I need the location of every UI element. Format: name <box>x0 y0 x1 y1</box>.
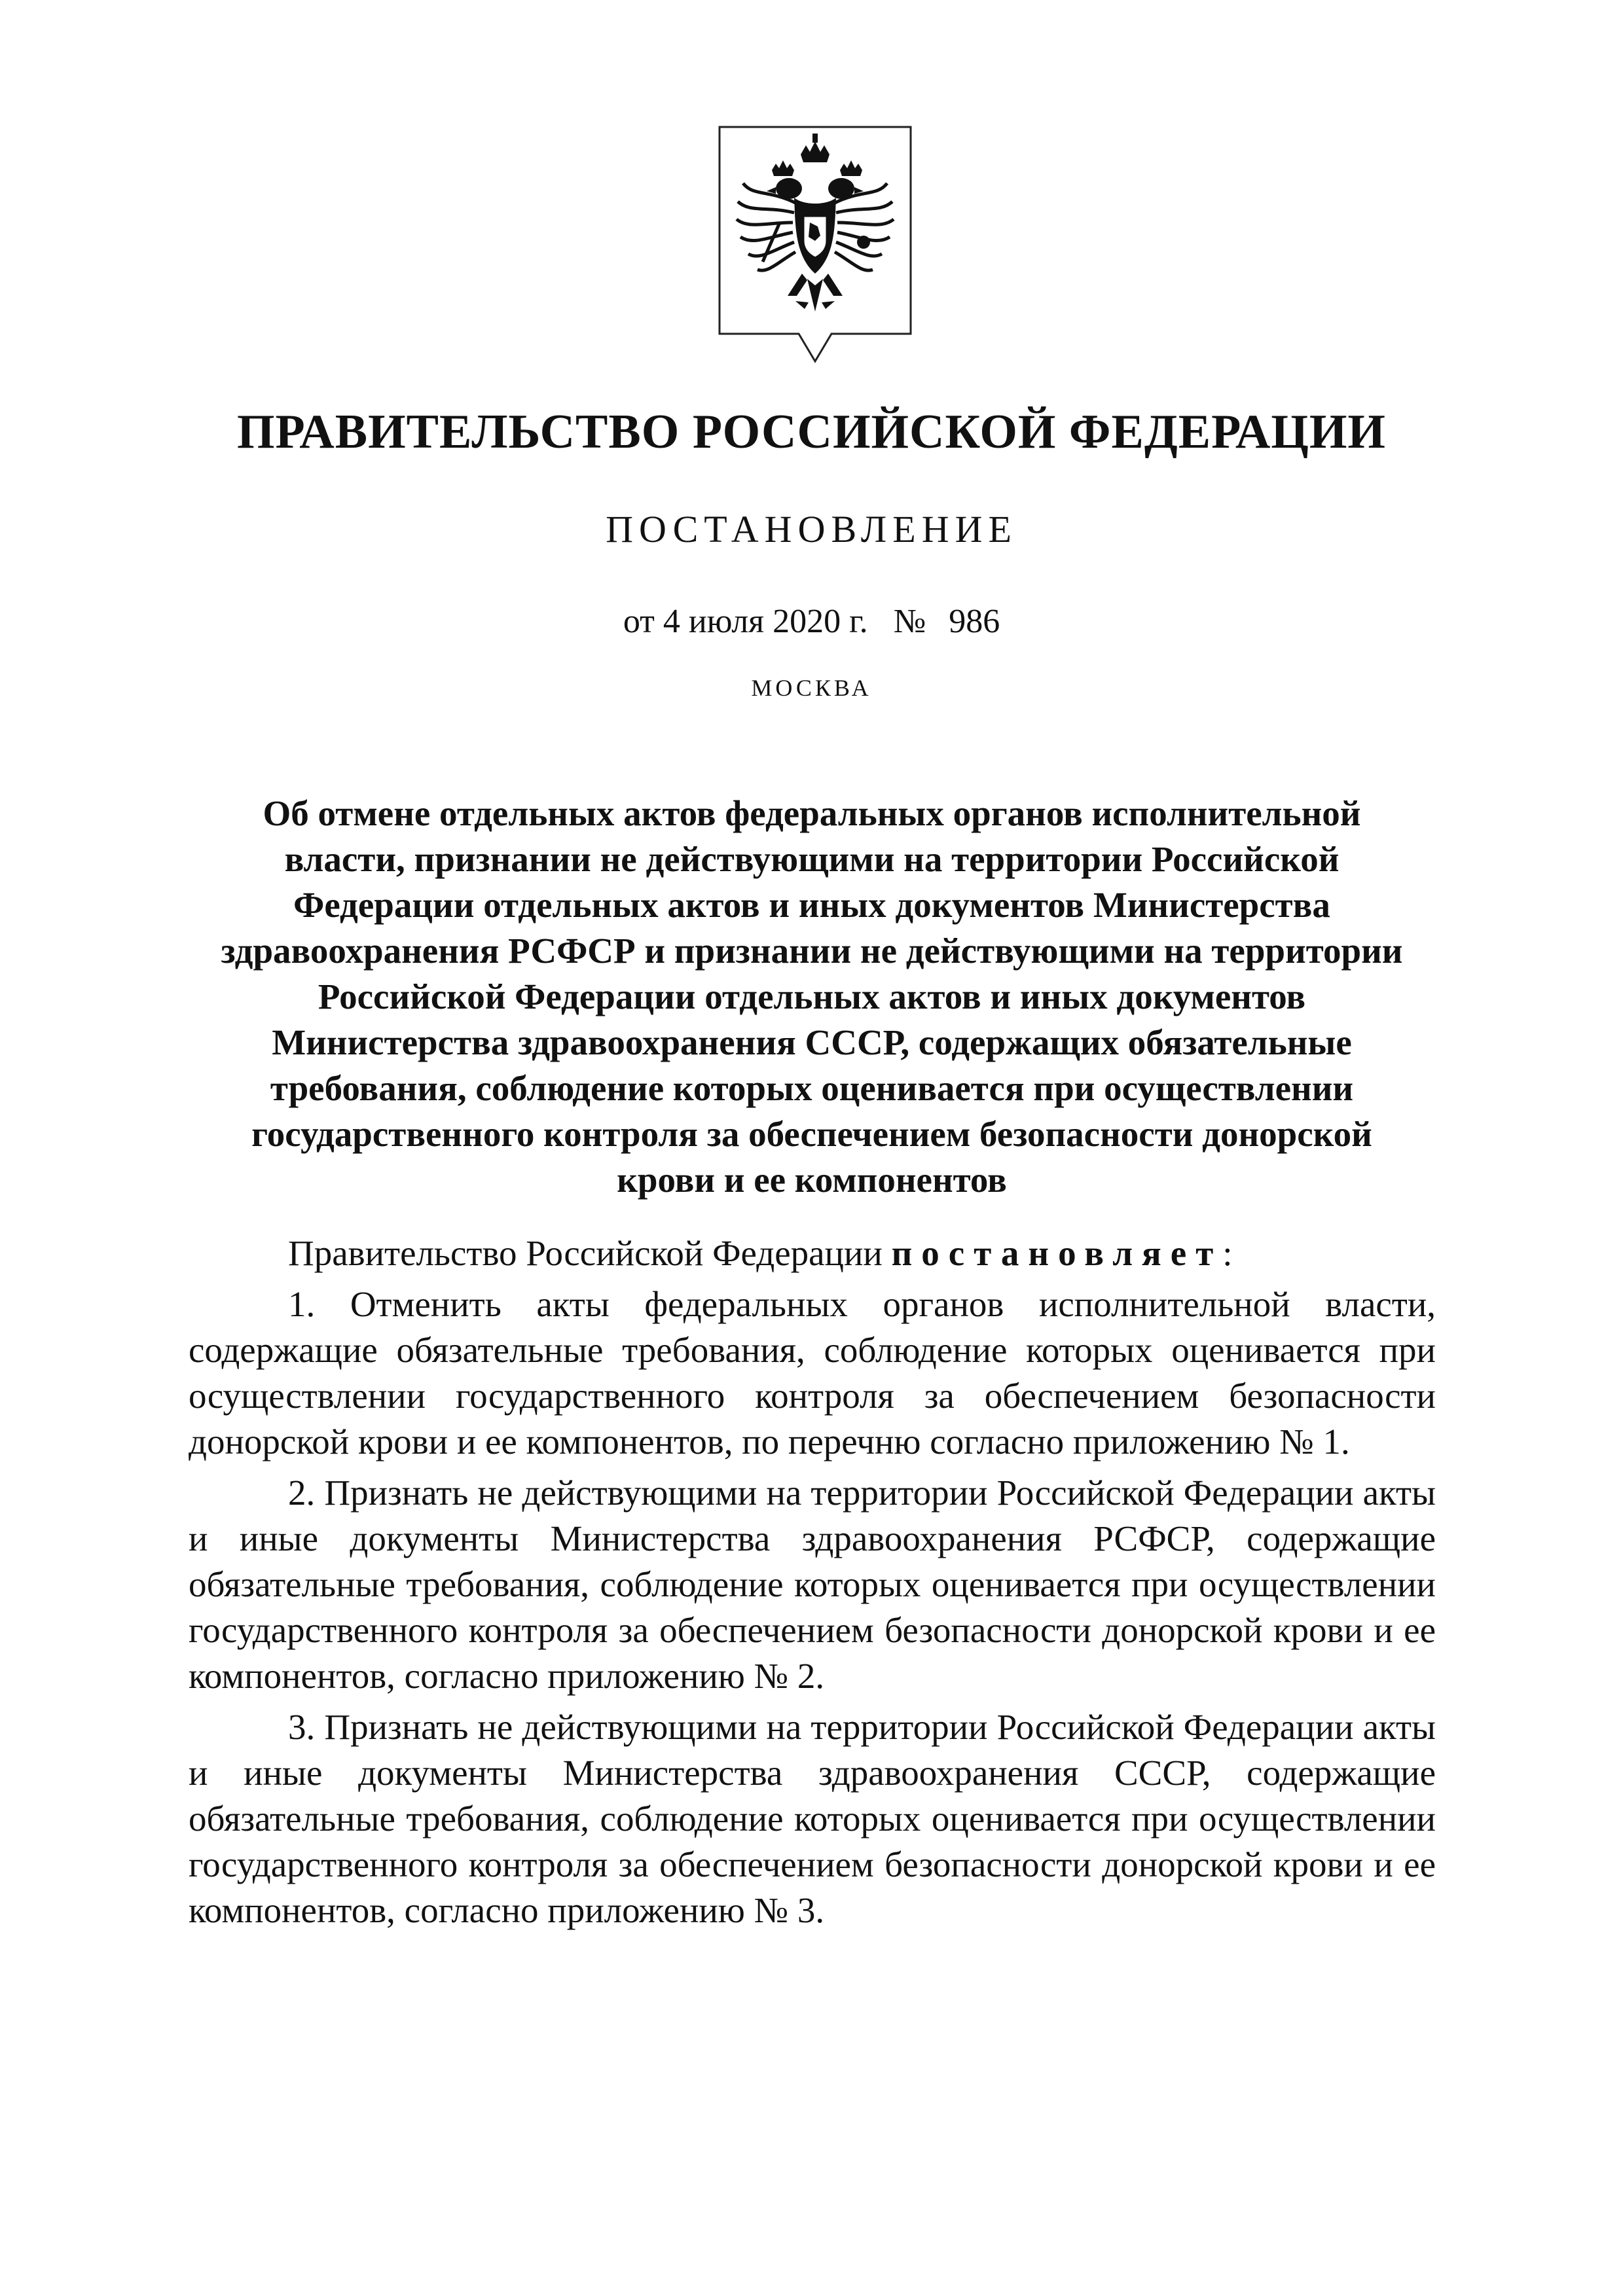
document-body <box>189 1230 1436 1933</box>
document-type: ПОСТАНОВЛЕНИЕ <box>606 508 1017 550</box>
number-sign: № <box>893 603 926 640</box>
preamble-text: Правительство Российской Федерации <box>288 1233 883 1273</box>
clause-3: 3. Признать не действующими на территории Российской Федерации акты и иные документы Министерства здравоохранения СССР, содержащие обязательные требования, соблюдение которых оценивается при осуществлении государственного контроля за обеспечением безопасности донорской крови и ее компонентов, согласно приложению № 3. <box>189 1707 1436 1930</box>
government-title: ПРАВИТЕЛЬСТВО РОССИЙСКОЙ ФЕДЕРАЦИИ <box>237 405 1386 459</box>
document-date: от 4 июля 2020 г. <box>623 603 868 640</box>
document-subject: Об отмене отдельных актов федеральных органов исполнительной власти, признании не действующими на территории Российской Федерации отдельных актов и иных документов Министерства здравоохранения РСФСР и признании не действующими на территории Российской Федерации отдельных актов и иных документов Министерства здравоохранения СССР, содержащих обязательные требования, соблюдение которых оценивается при осуществлении государственного контроля за обеспечением безопасности донорской крови и ее компонентов <box>221 793 1403 1200</box>
coat-of-arms-icon <box>717 124 913 367</box>
preamble-verb: постановляет <box>891 1233 1223 1273</box>
document-city: МОСКВА <box>751 675 872 701</box>
preamble <box>189 1230 1436 1276</box>
preamble-colon: : <box>1222 1233 1233 1273</box>
document-number: 986 <box>949 603 1000 640</box>
clause-1: 1. Отменить акты федеральных органов исполнительной власти, содержащие обязательные требования, соблюдение которых оценивается при осуществлении государственного контроля за обеспечением безопасности донорской крови и ее компонентов, по перечню согласно приложению № 1. <box>189 1284 1436 1462</box>
document-date-line <box>0 602 1623 641</box>
clause-2: 2. Признать не действующими на территории Российской Федерации акты и иные документы Министерства здравоохранения РСФСР, содержащие обязательные требования, соблюдение которых оценивается при осуществлении государственного контроля за обеспечением безопасности донорской крови и ее компонентов, согласно приложению № 2. <box>189 1473 1436 1696</box>
